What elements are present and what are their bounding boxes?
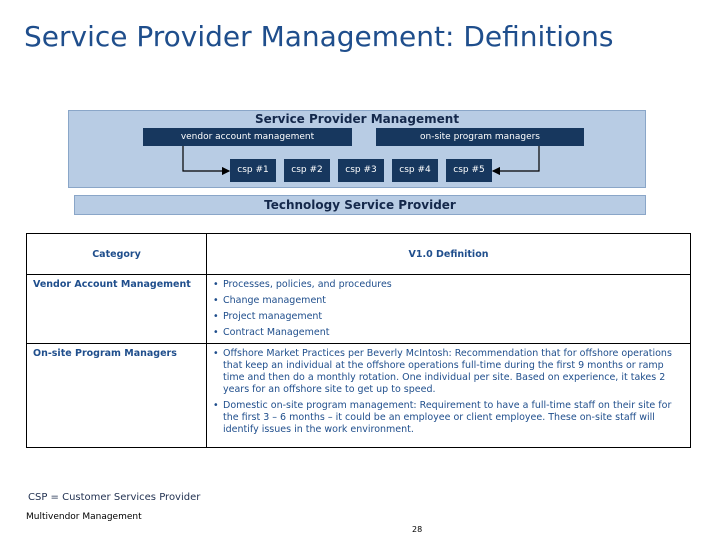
- csp-box-3: csp #3: [338, 159, 384, 182]
- row-category-vendor-account-management: Vendor Account Management: [27, 275, 207, 344]
- footnote-csp-definition: CSP = Customer Services Provider: [28, 492, 201, 503]
- bullet-item: • Domestic on-site program management: Requirement to have a full-time staff on their site for the first 3 – 6 months – it could be an employee or client employee. These on-site staff will identify issues in the work environment.: [213, 400, 684, 436]
- row-definition: [207, 344, 691, 448]
- bullet-item: • Project management: [213, 311, 684, 323]
- vendor-account-management-bar: vendor account management: [143, 128, 352, 146]
- row-category-onsite-program-managers: On-site Program Managers: [27, 344, 207, 448]
- row-definition: [207, 275, 691, 344]
- technology-service-provider-box: Technology Service Provider: [74, 195, 646, 215]
- table-header-row: [27, 234, 691, 275]
- csp-box-1: csp #1: [230, 159, 276, 182]
- csp-box-4: csp #4: [392, 159, 438, 182]
- spm-label: Service Provider Management: [254, 112, 460, 126]
- csp-box-2: csp #2: [284, 159, 330, 182]
- header-category: Category: [27, 234, 207, 275]
- bullet-item: • Processes, policies, and procedures: [213, 279, 684, 291]
- service-provider-management-box: [68, 110, 646, 188]
- onsite-program-managers-bar: on-site program managers: [376, 128, 584, 146]
- table-row: [27, 275, 691, 344]
- bullet-list: [213, 279, 684, 339]
- csp-box-5: csp #5: [446, 159, 492, 182]
- footer-title: Multivendor Management: [26, 512, 142, 522]
- slide-title: Service Provider Management: Definitions: [24, 20, 614, 53]
- header-definition: V1.0 Definition: [207, 234, 691, 275]
- bullet-item: • Contract Management: [213, 327, 684, 339]
- page-number: 28: [412, 525, 423, 534]
- bullet-item: • Change management: [213, 295, 684, 307]
- definitions-table: [26, 233, 691, 448]
- bullet-item: • Offshore Market Practices per Beverly McIntosh: Recommendation that for offshore operations that keep an individual at the offshore operations full-time during the first 9 months or ramp time and then do a monthly rotation. One individual per site. Based on experience, it takes 2 years for an offshore site to get up to speed.: [213, 348, 684, 396]
- bullet-list: [213, 348, 684, 436]
- table-row: [27, 344, 691, 448]
